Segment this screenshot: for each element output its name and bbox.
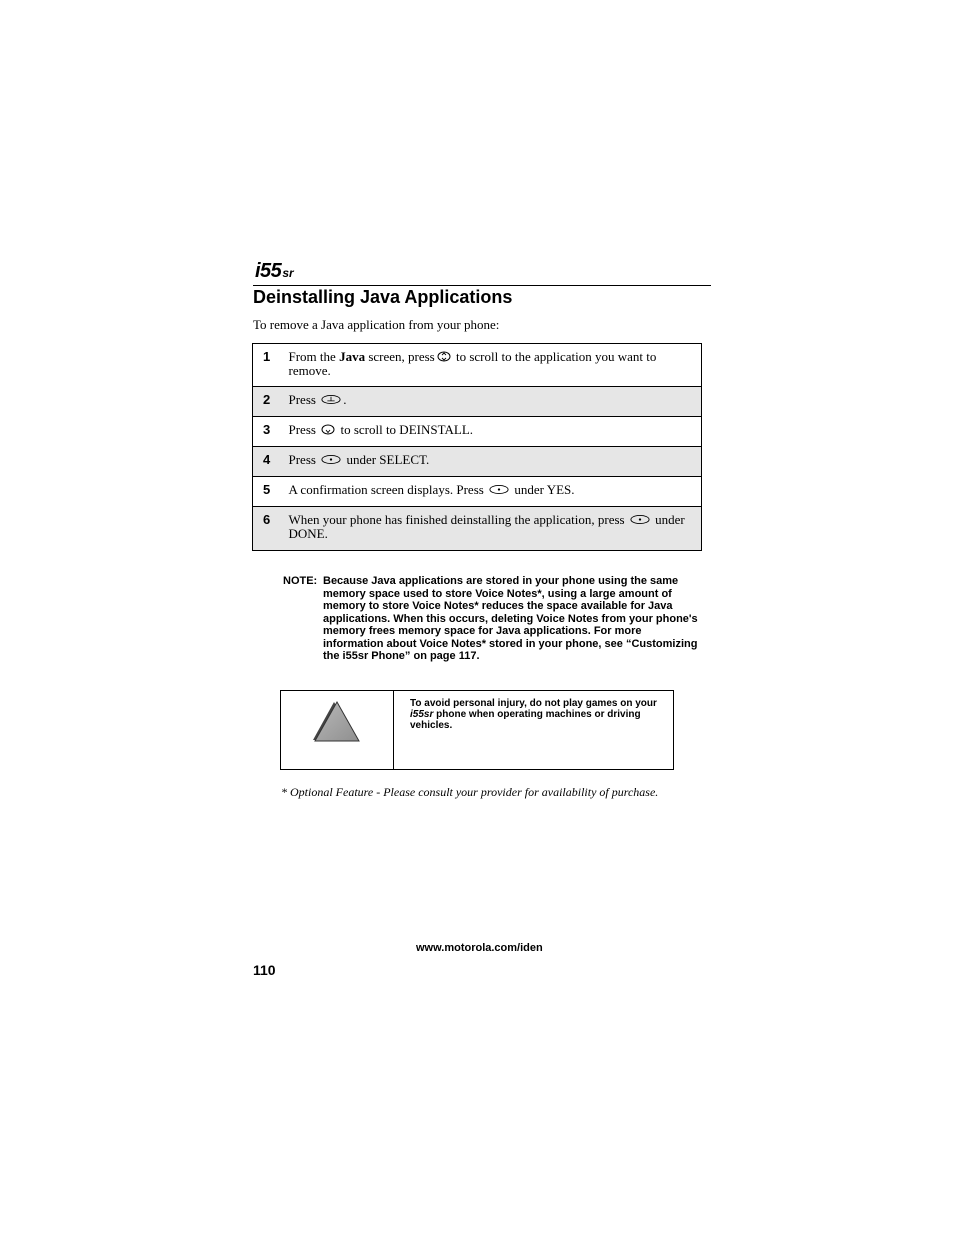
note-label: NOTE: (283, 575, 318, 587)
step-text-pre: From the (288, 349, 340, 364)
header-rule (253, 285, 711, 286)
note (283, 575, 703, 663)
step-row (253, 507, 702, 551)
step-row (253, 447, 702, 477)
model-logo (255, 260, 294, 283)
step-text (281, 507, 702, 551)
step-number: 6 (253, 507, 281, 551)
option-key-icon (489, 484, 509, 495)
step-text-after: under SELECT. (346, 452, 430, 467)
warning-text (410, 698, 668, 731)
section-intro: To remove a Java application from your phone: (253, 317, 500, 332)
step-text (281, 417, 702, 447)
step-text-pre: A confirmation screen displays. Press (288, 482, 484, 497)
warning-text-post: phone when operating machines or driving vehicles. (410, 709, 641, 731)
step-row (253, 387, 702, 417)
model-logo-main: i55 (255, 260, 282, 282)
warning-text-model: i55sr (410, 709, 434, 720)
step-number: 5 (253, 477, 281, 507)
warning-triangle-icon (311, 700, 361, 744)
step-text-after: to scroll to the application you want to remove. (288, 349, 657, 378)
step-text-after: to scroll to DEINSTALL. (340, 422, 474, 437)
warning-text-pre: To avoid personal injury, do not play games on your (410, 698, 657, 709)
option-key-icon (630, 514, 650, 525)
model-logo-sub: sr (282, 266, 294, 280)
step-text-bold: Java (339, 349, 366, 364)
step-number: 2 (253, 387, 281, 417)
step-row (253, 344, 702, 387)
option-key-icon (321, 454, 341, 465)
step-text-after: under DONE. (288, 512, 685, 541)
step-text-pre: When your phone has finished deinstalling the application, press (288, 512, 625, 527)
scroll-key-icon (437, 351, 451, 362)
footer-url: www.motorola.com/iden (416, 942, 543, 954)
step-number: 3 (253, 417, 281, 447)
step-text-post: screen, press (365, 349, 435, 364)
step-text (281, 447, 702, 477)
steps-table (252, 343, 702, 551)
step-row (253, 417, 702, 447)
step-text-pre: Press (288, 422, 316, 437)
step-text (281, 387, 702, 417)
step-number: 4 (253, 447, 281, 477)
step-text-pre: Press (288, 392, 316, 407)
warning-divider (393, 690, 394, 770)
step-text-pre: Press (288, 452, 316, 467)
step-row (253, 477, 702, 507)
step-text-after: . (343, 392, 347, 407)
step-text (281, 344, 702, 387)
menu-key-icon (321, 394, 341, 405)
step-text (281, 477, 702, 507)
section-title: Deinstalling Java Applications (253, 287, 513, 307)
footnote: * Optional Feature - Please consult your provider for availability of purchase. (281, 785, 659, 799)
page-number: 110 (253, 962, 276, 978)
step-text-after: under YES. (514, 482, 575, 497)
note-text: Because Java applications are stored in your phone using the same memory space used to store Voice Notes*, using a large amount of memory to store Voice Notes* reduces the space available for Java applications. When this occurs, deleting Voice Notes from your phone's memory frees memory space for Java applications. For more information about Voice Notes* stored in your phone, see “Customizing the i55sr Phone” on page 117. (323, 575, 698, 662)
scroll-key-icon (321, 424, 335, 435)
step-number: 1 (253, 344, 281, 387)
